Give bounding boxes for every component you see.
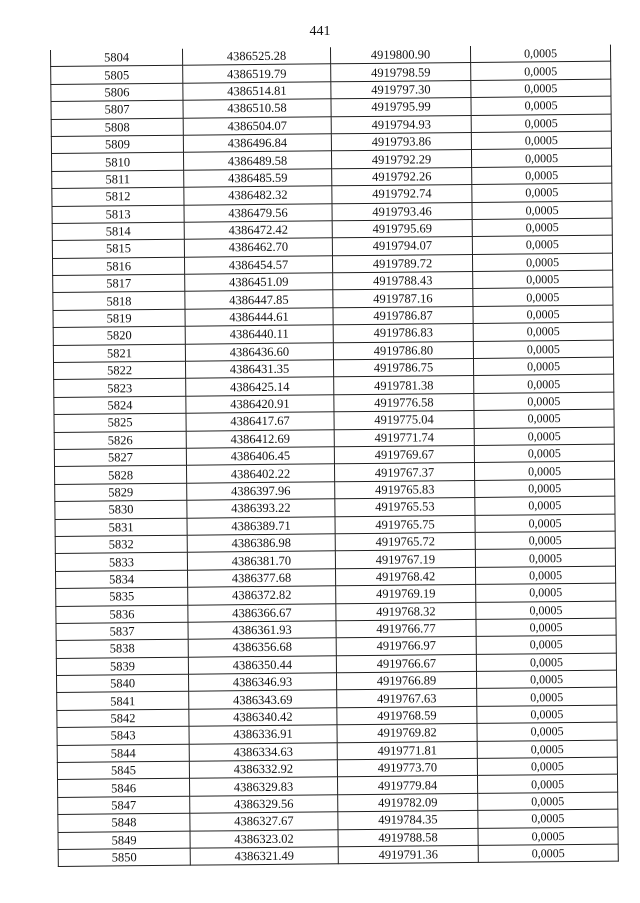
value-cell: 0,0005: [471, 114, 611, 133]
y-coordinate-cell: 4919791.36: [338, 845, 478, 864]
point-number-cell: 5844: [57, 744, 189, 763]
y-coordinate-cell: 4919800.90: [330, 46, 470, 64]
value-cell: 0,0005: [477, 688, 617, 707]
y-coordinate-cell: 4919766.77: [336, 619, 476, 638]
value-cell: 0,0005: [473, 340, 613, 359]
value-cell: 0,0005: [471, 79, 611, 98]
y-coordinate-cell: 4919766.89: [336, 671, 476, 690]
y-coordinate-cell: 4919795.99: [331, 98, 471, 117]
value-cell: 0,0005: [471, 131, 611, 150]
y-coordinate-cell: 4919798.59: [331, 63, 471, 82]
point-number-cell: 5819: [53, 309, 185, 328]
point-number-cell: 5841: [57, 692, 189, 711]
y-coordinate-cell: 4919788.43: [333, 272, 473, 291]
point-number-cell: 5832: [55, 535, 187, 554]
point-number-cell: 5806: [51, 83, 183, 102]
y-coordinate-cell: 4919767.19: [335, 550, 475, 569]
x-coordinate-cell: 4386412.69: [186, 429, 334, 448]
x-coordinate-cell: 4386504.07: [183, 116, 331, 135]
value-cell: 0,0005: [470, 45, 610, 63]
y-coordinate-cell: 4919789.72: [332, 254, 472, 273]
value-cell: 0,0005: [474, 427, 614, 446]
y-coordinate-cell: 4919768.32: [336, 602, 476, 621]
x-coordinate-cell: 4386479.56: [184, 203, 332, 222]
value-cell: 0,0005: [477, 757, 617, 776]
point-number-cell: 5814: [52, 222, 184, 241]
point-number-cell: 5837: [56, 622, 188, 641]
y-coordinate-cell: 4919786.87: [333, 306, 473, 325]
y-coordinate-cell: 4919794.93: [331, 115, 471, 134]
x-coordinate-cell: 4386431.35: [185, 360, 333, 379]
y-coordinate-cell: 4919766.67: [336, 654, 476, 673]
value-cell: 0,0005: [477, 705, 617, 724]
x-coordinate-cell: 4386519.79: [183, 64, 331, 83]
x-coordinate-cell: 4386397.96: [187, 482, 335, 501]
x-coordinate-cell: 4386350.44: [188, 655, 336, 674]
value-cell: 0,0005: [476, 653, 616, 672]
x-coordinate-cell: 4386334.63: [189, 742, 337, 761]
value-cell: 0,0005: [473, 288, 613, 307]
coordinates-table: [50, 45, 619, 868]
x-coordinate-cell: 4386361.93: [188, 621, 336, 640]
x-coordinate-cell: 4386444.61: [185, 308, 333, 327]
point-number-cell: 5850: [58, 848, 190, 867]
value-cell: 0,0005: [477, 740, 617, 759]
point-number-cell: 5840: [57, 674, 189, 693]
value-cell: 0,0005: [473, 322, 613, 341]
point-number-cell: 5809: [51, 135, 183, 154]
x-coordinate-cell: 4386372.82: [188, 586, 336, 605]
table-body: [50, 45, 618, 867]
point-number-cell: 5825: [54, 413, 186, 432]
value-cell: 0,0005: [471, 62, 611, 81]
point-number-cell: 5833: [55, 553, 187, 572]
value-cell: 0,0005: [474, 409, 614, 428]
value-cell: 0,0005: [474, 375, 614, 394]
point-number-cell: 5848: [58, 813, 190, 832]
value-cell: 0,0005: [478, 844, 618, 863]
point-number-cell: 5835: [56, 587, 188, 606]
x-coordinate-cell: 4386393.22: [187, 499, 335, 518]
value-cell: 0,0005: [478, 827, 618, 846]
point-number-cell: 5828: [55, 466, 187, 485]
y-coordinate-cell: 4919767.63: [337, 689, 477, 708]
y-coordinate-cell: 4919769.67: [334, 445, 474, 464]
x-coordinate-cell: 4386366.67: [188, 603, 336, 622]
point-number-cell: 5816: [52, 257, 184, 276]
point-number-cell: 5846: [58, 779, 190, 798]
point-number-cell: 5807: [51, 100, 183, 119]
x-coordinate-cell: 4386525.28: [182, 47, 330, 65]
x-coordinate-cell: 4386321.49: [190, 847, 338, 866]
y-coordinate-cell: 4919771.74: [334, 428, 474, 447]
x-coordinate-cell: 4386496.84: [183, 134, 331, 153]
y-coordinate-cell: 4919776.58: [334, 393, 474, 412]
x-coordinate-cell: 4386425.14: [186, 377, 334, 396]
x-coordinate-cell: 4386454.57: [184, 255, 332, 274]
x-coordinate-cell: 4386340.42: [189, 708, 337, 727]
x-coordinate-cell: 4386381.70: [187, 551, 335, 570]
point-number-cell: 5817: [53, 274, 185, 293]
point-number-cell: 5813: [52, 205, 184, 224]
point-number-cell: 5823: [54, 379, 186, 398]
value-cell: 0,0005: [471, 148, 611, 167]
point-number-cell: 5818: [53, 292, 185, 311]
point-number-cell: 5822: [54, 361, 186, 380]
x-coordinate-cell: 4386389.71: [187, 516, 335, 535]
y-coordinate-cell: 4919769.82: [337, 724, 477, 743]
y-coordinate-cell: 4919767.37: [334, 463, 474, 482]
x-coordinate-cell: 4386440.11: [185, 325, 333, 344]
y-coordinate-cell: 4919793.86: [331, 132, 471, 151]
y-coordinate-cell: 4919797.30: [331, 80, 471, 99]
x-coordinate-cell: 4386436.60: [185, 342, 333, 361]
value-cell: 0,0005: [476, 618, 616, 637]
point-number-cell: 5839: [56, 657, 188, 676]
x-coordinate-cell: 4386489.58: [183, 151, 331, 170]
x-coordinate-cell: 4386356.68: [188, 638, 336, 657]
value-cell: 0,0005: [478, 809, 618, 828]
value-cell: 0,0005: [475, 548, 615, 567]
y-coordinate-cell: 4919768.59: [337, 706, 477, 725]
y-coordinate-cell: 4919793.46: [332, 202, 472, 221]
value-cell: 0,0005: [472, 235, 612, 254]
x-coordinate-cell: 4386327.67: [190, 812, 338, 831]
point-number-cell: 5808: [51, 118, 183, 137]
value-cell: 0,0005: [477, 774, 617, 793]
x-coordinate-cell: 4386329.56: [190, 795, 338, 814]
y-coordinate-cell: 4919786.83: [333, 324, 473, 343]
value-cell: 0,0005: [475, 479, 615, 498]
point-number-cell: 5810: [51, 153, 183, 172]
value-cell: 0,0005: [473, 357, 613, 376]
y-coordinate-cell: 4919779.84: [337, 776, 477, 795]
value-cell: 0,0005: [476, 601, 616, 620]
x-coordinate-cell: 4386323.02: [190, 829, 338, 848]
value-cell: 0,0005: [472, 166, 612, 185]
x-coordinate-cell: 4386447.85: [185, 290, 333, 309]
x-coordinate-cell: 4386386.98: [187, 534, 335, 553]
y-coordinate-cell: 4919782.09: [338, 793, 478, 812]
y-coordinate-cell: 4919784.35: [338, 811, 478, 830]
x-coordinate-cell: 4386332.92: [189, 760, 337, 779]
value-cell: 0,0005: [475, 514, 615, 533]
x-coordinate-cell: 4386336.91: [189, 725, 337, 744]
value-cell: 0,0005: [473, 305, 613, 324]
x-coordinate-cell: 4386485.59: [184, 169, 332, 188]
point-number-cell: 5847: [58, 796, 190, 815]
value-cell: 0,0005: [471, 96, 611, 115]
y-coordinate-cell: 4919792.26: [332, 167, 472, 186]
y-coordinate-cell: 4919787.16: [333, 289, 473, 308]
point-number-cell: 5849: [58, 831, 190, 850]
point-number-cell: 5829: [55, 483, 187, 502]
y-coordinate-cell: 4919786.80: [333, 341, 473, 360]
x-coordinate-cell: 4386472.42: [184, 221, 332, 240]
point-number-cell: 5827: [54, 448, 186, 467]
value-cell: 0,0005: [475, 496, 615, 515]
y-coordinate-cell: 4919775.04: [334, 411, 474, 430]
value-cell: 0,0005: [474, 461, 614, 480]
x-coordinate-cell: 4386451.09: [185, 273, 333, 292]
value-cell: 0,0005: [473, 270, 613, 289]
value-cell: 0,0005: [472, 183, 612, 202]
x-coordinate-cell: 4386510.58: [183, 99, 331, 118]
value-cell: 0,0005: [475, 531, 615, 550]
point-number-cell: 5804: [50, 49, 182, 67]
x-coordinate-cell: 4386420.91: [186, 395, 334, 414]
point-number-cell: 5845: [57, 761, 189, 780]
y-coordinate-cell: 4919768.42: [335, 567, 475, 586]
x-coordinate-cell: 4386329.83: [190, 777, 338, 796]
x-coordinate-cell: 4386482.32: [184, 186, 332, 205]
point-number-cell: 5830: [55, 500, 187, 519]
value-cell: 0,0005: [472, 201, 612, 220]
x-coordinate-cell: 4386417.67: [186, 412, 334, 431]
value-cell: 0,0005: [474, 392, 614, 411]
page-number: 441: [309, 24, 331, 39]
point-number-cell: 5821: [53, 344, 185, 363]
y-coordinate-cell: 4919795.69: [332, 219, 472, 238]
point-number-cell: 5842: [57, 709, 189, 728]
y-coordinate-cell: 4919788.58: [338, 828, 478, 847]
y-coordinate-cell: 4919765.83: [335, 480, 475, 499]
x-coordinate-cell: 4386377.68: [187, 569, 335, 588]
y-coordinate-cell: 4919792.74: [332, 185, 472, 204]
value-cell: 0,0005: [476, 635, 616, 654]
value-cell: 0,0005: [474, 444, 614, 463]
point-number-cell: 5812: [52, 187, 184, 206]
point-number-cell: 5836: [56, 605, 188, 624]
y-coordinate-cell: 4919771.81: [337, 741, 477, 760]
point-number-cell: 5805: [51, 66, 183, 85]
x-coordinate-cell: 4386462.70: [184, 238, 332, 257]
point-number-cell: 5815: [52, 240, 184, 259]
value-cell: 0,0005: [475, 566, 615, 585]
x-coordinate-cell: 4386402.22: [186, 464, 334, 483]
point-number-cell: 5843: [57, 726, 189, 745]
x-coordinate-cell: 4386346.93: [188, 673, 336, 692]
x-coordinate-cell: 4386343.69: [189, 690, 337, 709]
x-coordinate-cell: 4386406.45: [186, 447, 334, 466]
x-coordinate-cell: 4386514.81: [183, 82, 331, 101]
point-number-cell: 5820: [53, 326, 185, 345]
point-number-cell: 5811: [52, 170, 184, 189]
coordinates-table-container: [50, 45, 618, 868]
y-coordinate-cell: 4919769.19: [336, 585, 476, 604]
y-coordinate-cell: 4919792.29: [331, 150, 471, 169]
point-number-cell: 5831: [55, 518, 187, 537]
y-coordinate-cell: 4919773.70: [337, 758, 477, 777]
y-coordinate-cell: 4919765.72: [335, 532, 475, 551]
y-coordinate-cell: 4919794.07: [332, 237, 472, 256]
point-number-cell: 5838: [56, 639, 188, 658]
y-coordinate-cell: 4919781.38: [334, 376, 474, 395]
point-number-cell: 5824: [54, 396, 186, 415]
point-number-cell: 5834: [56, 570, 188, 589]
y-coordinate-cell: 4919766.97: [336, 637, 476, 656]
value-cell: 0,0005: [477, 722, 617, 741]
value-cell: 0,0005: [472, 253, 612, 272]
y-coordinate-cell: 4919786.75: [333, 358, 473, 377]
value-cell: 0,0005: [476, 583, 616, 602]
value-cell: 0,0005: [472, 218, 612, 237]
y-coordinate-cell: 4919765.75: [335, 515, 475, 534]
value-cell: 0,0005: [476, 670, 616, 689]
point-number-cell: 5826: [54, 431, 186, 450]
value-cell: 0,0005: [478, 792, 618, 811]
y-coordinate-cell: 4919765.53: [335, 498, 475, 517]
